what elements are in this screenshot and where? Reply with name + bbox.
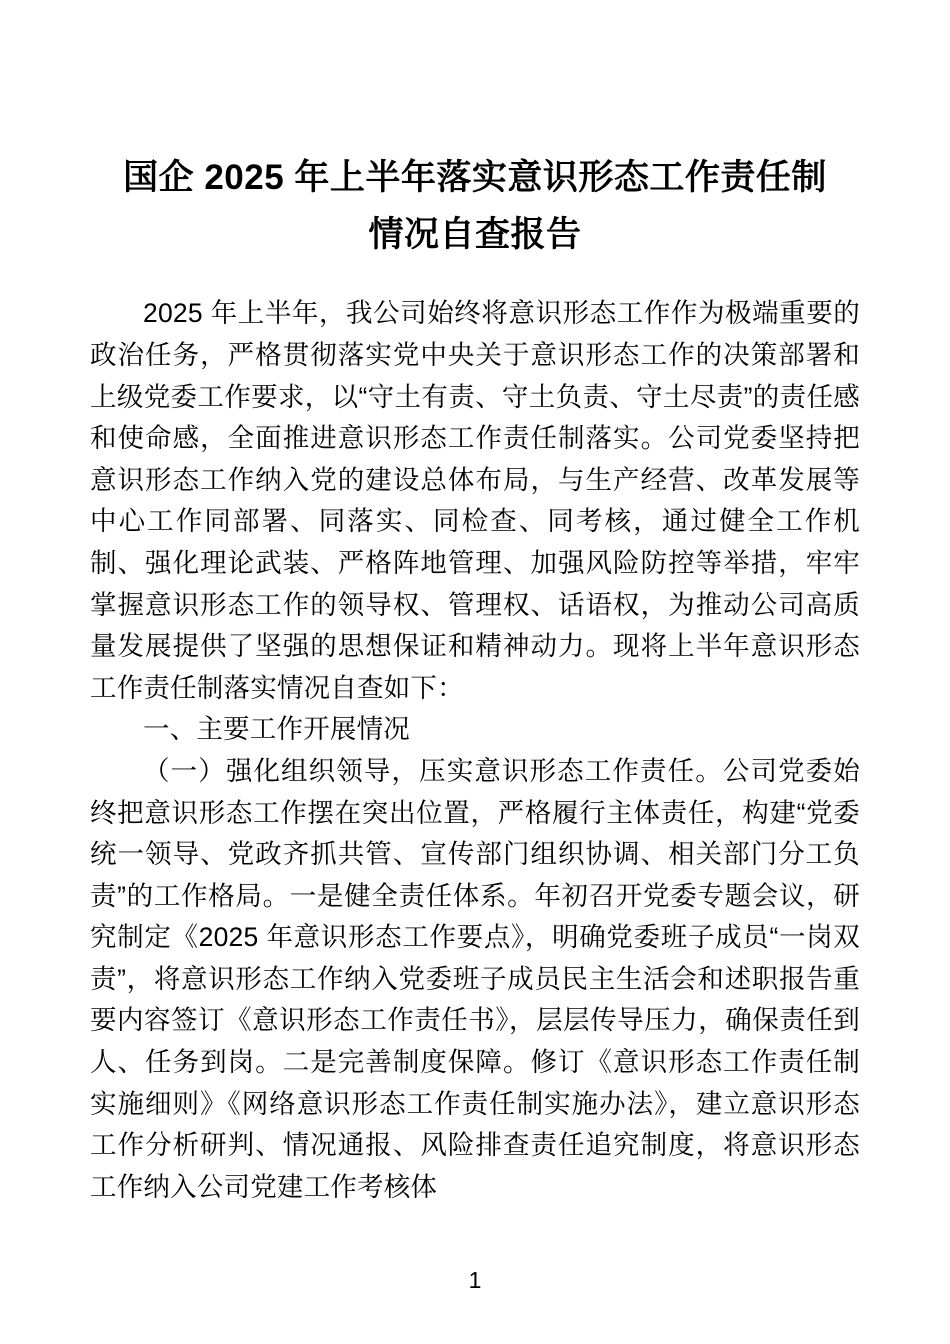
page-title: 国企 2025 年上半年落实意识形态工作责任制情况自查报告 (123, 158, 827, 254)
paragraph-subsection-1: （一）强化组织领导，压实意识形态工作责任。公司党委始终把意识形态工作摆在突出位置，严格履行主体责任，构建“党委统一领导、党政齐抓共管、宣传部门组织协调、相关部门分工负责”的工作格局。一是健全责任体系。年初召开党委专题会议，研究制定《2025 年意识形态工作要点》，明确党委班子成员“一岗双责”，将意识形态工作纳入党委班子成员民主生活会和述职报告重要内容签订《意识形态工作责任书》，层层传导压力，确保责任到人、任务到岗。二是完善制度保障。修订《意识形态工作责任制实施细则》《网络意识形态工作责任制实施办法》，建立意识形态工作分析研判、情况通报、风险排查责任追究制度，将意识形态工作纳入公司党建工作考核体 (90, 755, 860, 1202)
paragraph-section-heading-1: 一、主要工作开展情况 (143, 714, 410, 745)
page-number: 1 (468, 1267, 482, 1293)
paragraph-intro: 2025 年上半年，我公司始终将意识形态工作作为极端重要的政治任务，严格贯彻落实党中央关于意识形态工作的决策部署和上级党委工作要求，以“守土有责、守土负责、守土尽责”的责任感和使命感，全面推进意识形态工作责任制落实。公司党委坚持把意识形态工作纳入党的建设总体布局，与生产经营、改革发展等中心工作同部署、同落实、同检查、同考核，通过健全工作机制、强化理论武装、严格阵地管理、加强风险防控等举措，牢牢掌握意识形态工作的领导权、管理权、话语权，为推动公司高质量发展提供了坚强的思想保证和精神动力。现将上半年意识形态工作责任制落实情况自查如下： (90, 298, 860, 703)
document-body (90, 293, 860, 1208)
